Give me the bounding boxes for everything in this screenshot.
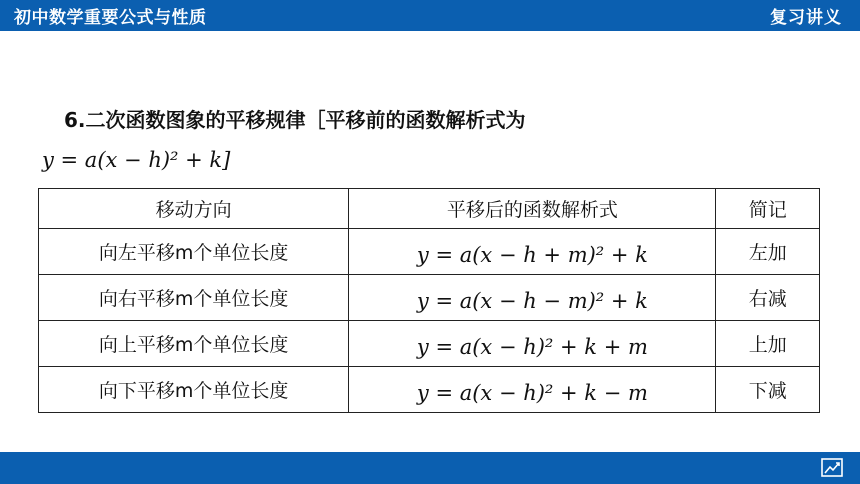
table-row (39, 275, 820, 321)
row-direction: 向下平移m个单位长度 (39, 367, 349, 413)
row-formula: y = a(x − h + m)² + k (349, 229, 716, 275)
table-header-row (39, 189, 820, 229)
header-direction: 移动方向 (39, 189, 349, 229)
item-number: 6. (64, 108, 86, 132)
table-row (39, 321, 820, 367)
bottom-banner (0, 452, 860, 484)
row-formula: y = a(x − h − m)² + k (349, 275, 716, 321)
table-row (39, 367, 820, 413)
row-direction: 向左平移m个单位长度 (39, 229, 349, 275)
header-note: 简记 (716, 189, 820, 229)
item-heading-text: 二次函数图象的平移规律［平移前的函数解析式为 (85, 108, 526, 132)
row-formula: y = a(x − h)² + k − m (349, 367, 716, 413)
item-heading (64, 104, 526, 133)
header-formula: 平移后的函数解析式 (349, 189, 716, 229)
base-formula: y = a(x − h)² + k] (42, 148, 231, 172)
row-note: 下减 (716, 367, 820, 413)
page-corner-icon[interactable] (820, 456, 846, 480)
section-label: 复习讲义 (770, 8, 842, 28)
row-direction: 向上平移m个单位长度 (39, 321, 349, 367)
row-formula: y = a(x − h)² + k + m (349, 321, 716, 367)
translation-rules-table (38, 188, 820, 413)
row-note: 上加 (716, 321, 820, 367)
document-title: 初中数学重要公式与性质 (14, 8, 207, 28)
row-note: 左加 (716, 229, 820, 275)
row-direction: 向右平移m个单位长度 (39, 275, 349, 321)
top-banner (0, 0, 860, 31)
table-row (39, 229, 820, 275)
row-note: 右减 (716, 275, 820, 321)
